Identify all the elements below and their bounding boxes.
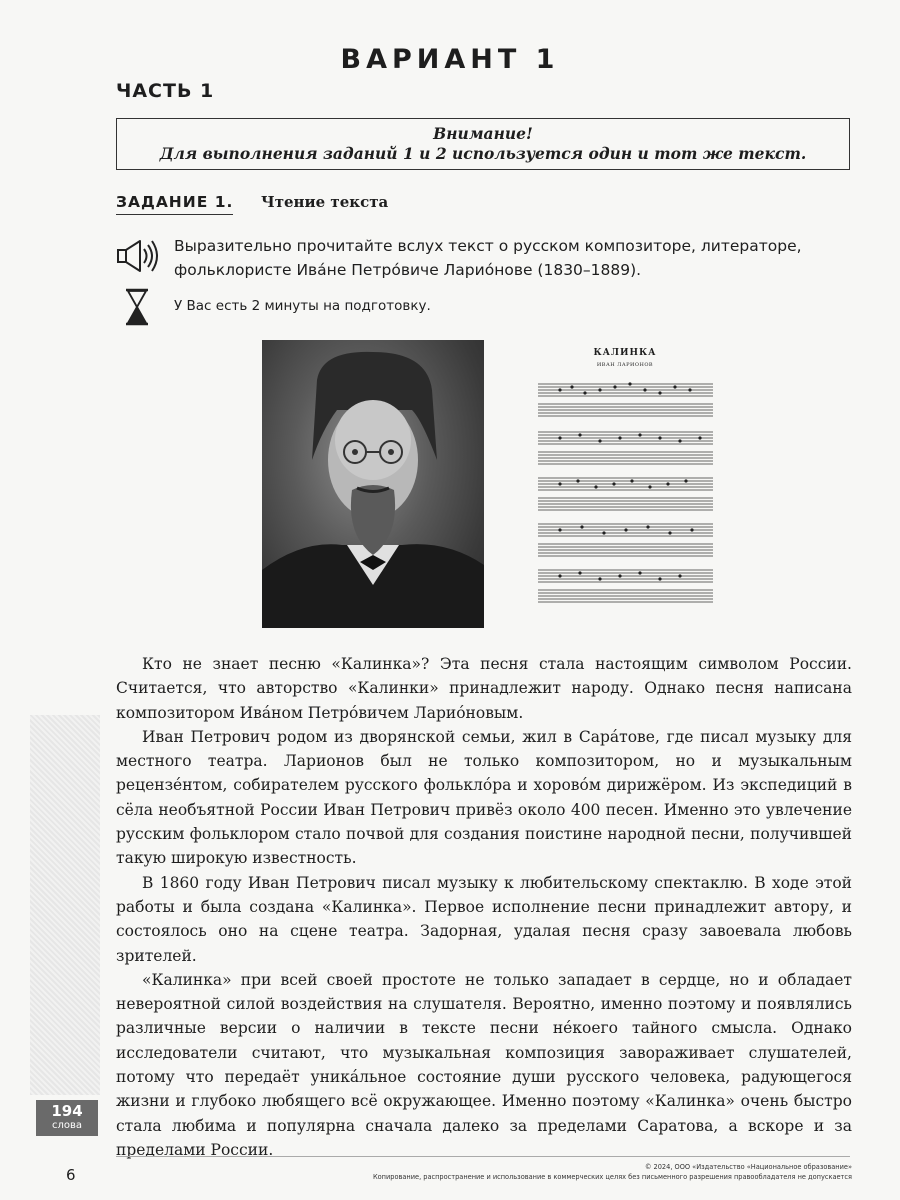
word-count-badge xyxy=(36,1100,98,1136)
copyright-line: Копирование, распространение и использование в коммерческих целях без письменного разрешения правообладателя не допускается xyxy=(372,1173,852,1181)
music-staves xyxy=(530,340,720,610)
variant-title: ВАРИАНТ 1 xyxy=(340,44,560,75)
portrait-drawing xyxy=(262,340,484,628)
reading-text xyxy=(116,652,852,1162)
task-instruction: Выразительно прочитайте вслух текст о русском композиторе, литераторе, фольклористе Ива́не Петро́виче Ларио́нове (1830–1889). xyxy=(174,237,802,279)
text-paragraph: Иван Петрович родом из дворянской семьи, жил в Сара́тове, где писал музыку для местного театра. Ларионов был не только композитором, но и музыкальным рецензе́нтом, собирателем русского фолькло́ра и хорово́м дирижёром. Из экспедиций в сёла необъятной России Иван Петрович привёз около 400 песен. Именно это увлечение русским фольклором стало почвой для создания поистине народной песни, получившей такую широкую известность. xyxy=(116,727,852,868)
sheet-music-author: ИВАН ЛАРИОНОВ xyxy=(596,362,654,368)
sheet-music-title: КАЛИНКА xyxy=(593,348,657,358)
task-number: ЗАДАНИЕ 1. xyxy=(116,193,233,215)
text-paragraph: Кто не знает песню «Калинка»? Эта песня стала настоящим символом России. Считается, что авторство «Калинки» принадлежит народу. Однако песня написана композитором Ива́ном Петро́вичем Ларио́новым. xyxy=(116,655,852,722)
speaker-icon xyxy=(116,237,160,275)
page-number: 6 xyxy=(66,1166,76,1184)
text-paragraph: «Калинка» при всей своей простоте не только западает в сердце, но и обладает невероятной силой воздействия на слушателя. Вероятно, именно поэтому и появлялись различные версии о наличии в тексте песни не́коего тайного смысла. Однако исследователи считают, что музыкальная композиция завораживает слушателей, потому что передаёт уника́льное состояние души русского человека, радующегося жизни и глубоко любящего всё окружающее. Именно поэтому «Калинка» очень быстро стала любима и популярна сначала далеко за пределами Саратова, а вскоре и за пределами России. xyxy=(116,970,852,1159)
copyright-notice xyxy=(373,1162,852,1182)
notice-box xyxy=(116,118,850,170)
task-header xyxy=(116,192,388,215)
part-title: ЧАСТЬ 1 xyxy=(116,80,215,102)
notice-heading: Внимание! xyxy=(433,124,533,143)
preparation-note: У Вас есть 2 минуты на подготовку. xyxy=(174,298,431,314)
composer-portrait xyxy=(262,340,484,628)
footer-divider xyxy=(116,1156,850,1157)
notice-text: Для выполнения заданий 1 и 2 используется один и тот же текст. xyxy=(159,144,807,163)
margin-shading xyxy=(30,715,100,1095)
sheet-music-image xyxy=(530,340,720,610)
hourglass-icon xyxy=(124,288,150,326)
word-count: 194 xyxy=(51,1102,83,1120)
text-paragraph: В 1860 году Иван Петрович писал музыку к любительскому спектаклю. В ходе этой работы и была создана «Калинка». Первое исполнение песни принадлежит автору, и состоялось оно на сцене театра. Задорная, удалая песня сразу завоевала любовь зрителей. xyxy=(116,873,852,965)
copyright-line: © 2024, ООО «Издательство «Национальное образование» xyxy=(644,1163,852,1171)
word-count-label: слова xyxy=(51,1120,83,1131)
task-name: Чтение текста xyxy=(261,193,389,211)
